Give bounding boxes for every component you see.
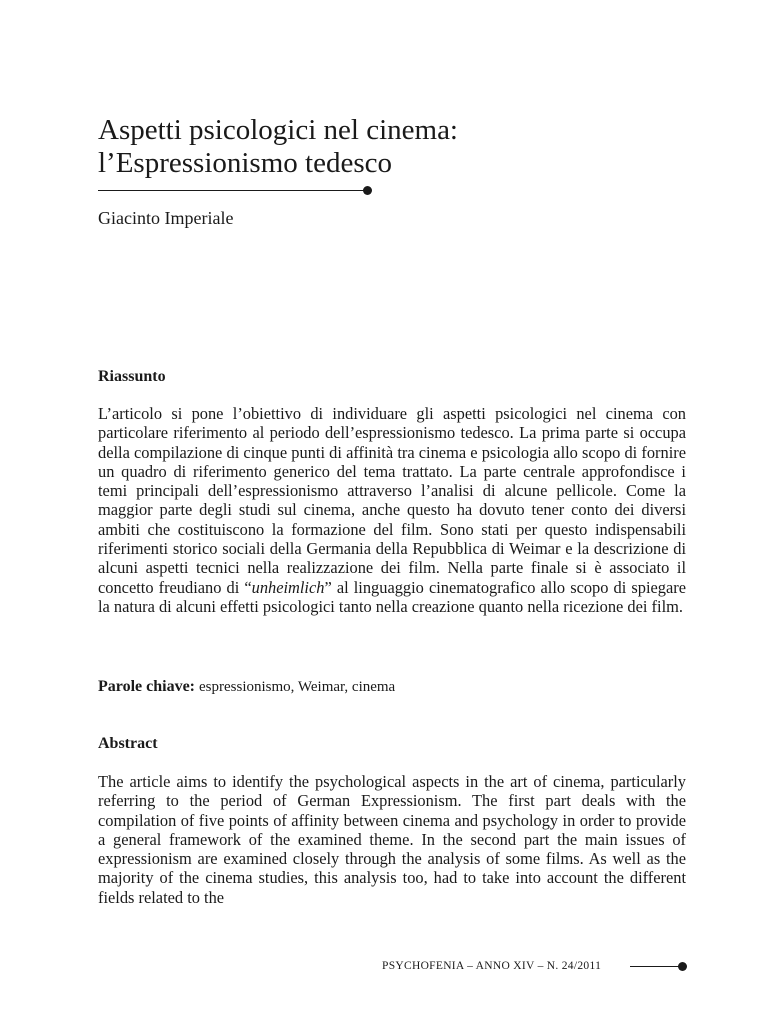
riassunto-italic-term: unheimlich — [251, 577, 325, 597]
keywords-values: espressionismo, Weimar, cinema — [199, 679, 396, 695]
journal-info: PSYCHOFENIA – ANNO XIV – N. 24/2011 — [382, 960, 602, 972]
footer-rule-dot — [678, 962, 687, 971]
title-rule — [98, 186, 372, 196]
riassunto-text-main: L’articolo si pone l’obiettivo di individuare gli aspetti psicologici nel cinema con particolare riferimento al periodo dell’espressionismo tedesco. La prima parte si occupa della compilazione di cinque punti di affinità tra cinema e psicologia allo scopo di fornire un quadro di riferimento generico del tema trattato. La parte centrale approfondisce i temi principali dell’espressionismo attraverso l’analisi di alcune pellicole. Come la maggior parte degli studi sul cinema, anche questo ha dovuto tener conto dei diversi ambiti che costituiscono la formazione del film. Sono stati per questo indispensabili riferimenti storico sociali della Germania della Repubblica di Weimar e la descrizione di alcuni aspetti tecnici nella realizzazione dei film. Nella parte finale si è associato il concetto freudiano di “ — [98, 404, 686, 597]
riassunto-text — [98, 404, 686, 616]
article-title — [98, 114, 698, 180]
keywords-label: Parole chiave: — [98, 678, 196, 695]
title-rule-dot — [363, 186, 372, 195]
title-line-2: l’Espressionismo tedesco — [98, 147, 392, 179]
abstract-text: The article aims to identify the psychological aspects in the art of cinema, particularly referring to the period of German Expressionism. The first part deals with the compilation of five points of affinity between cinema and psychology in order to provide a general framework of the examined theme. In the second part the main issues of expressionism are examined closely through the analysis of some films. As well as the majority of the cinema studies, this analysis too, had to take into account the different fields related to the — [98, 772, 686, 907]
riassunto-heading: Riassunto — [98, 368, 166, 385]
riassunto-text-end: ” al linguaggio cinematografico allo scopo di spiegare la natura di alcuni effetti psicologici tanto nella creazione quanto nella ricezione dei film. — [98, 577, 686, 616]
footer-rule-line — [630, 966, 680, 967]
title-line-1: Aspetti psicologici nel cinema: — [98, 114, 458, 146]
page-footer — [382, 960, 686, 974]
keywords — [98, 678, 395, 696]
title-rule-line — [98, 190, 366, 191]
abstract-heading: Abstract — [98, 735, 158, 752]
author-name: Giacinto Imperiale — [98, 208, 234, 228]
